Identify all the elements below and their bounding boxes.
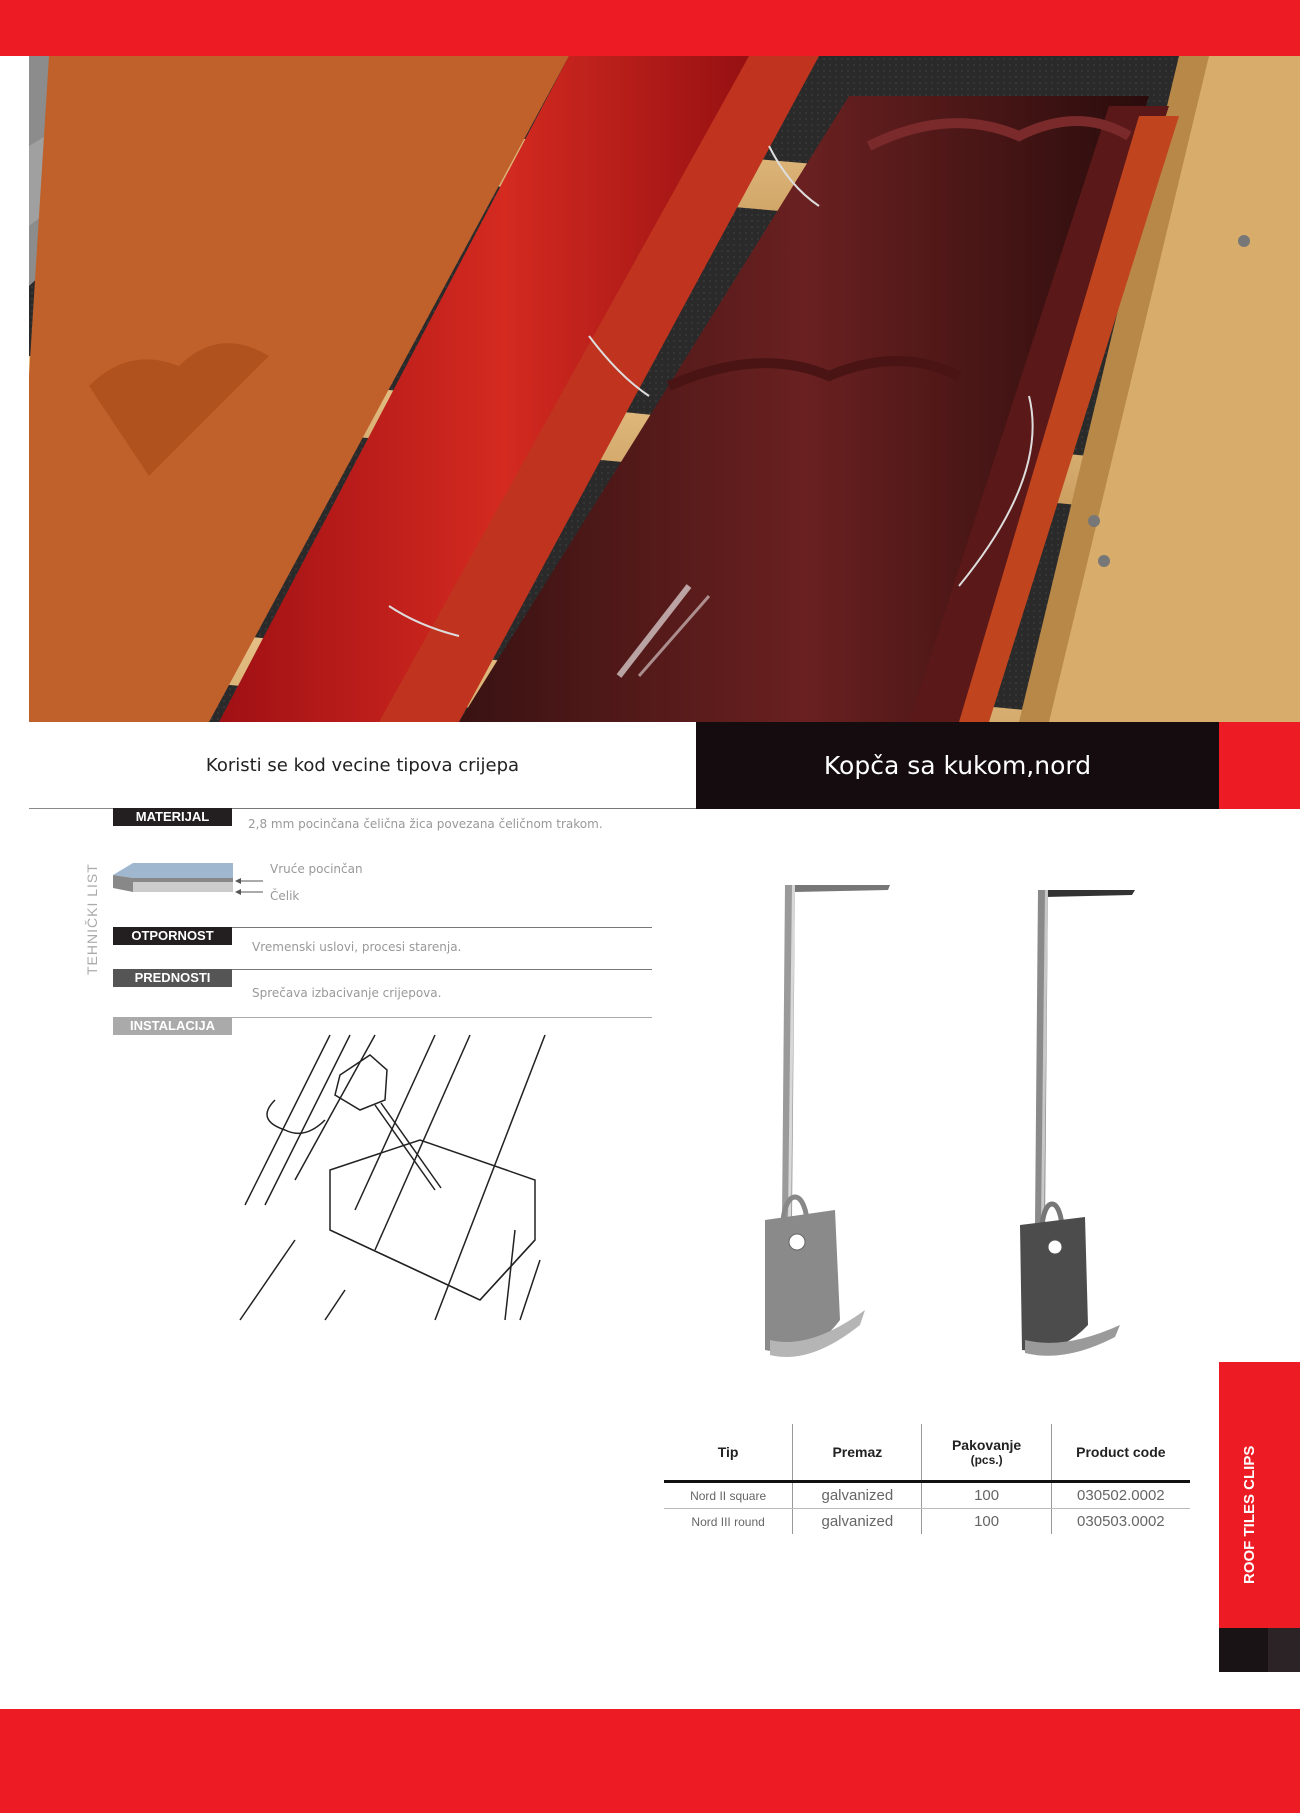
category-side-tab-label: ROOF TILES CLIPS	[1241, 1445, 1258, 1584]
hook-photo-square	[740, 880, 910, 1360]
product-title: Kopča sa kukom,nord	[696, 722, 1219, 809]
layer-top-label: Vruće pocinčan	[270, 862, 363, 876]
cell-pakovanje: 100	[922, 1482, 1051, 1509]
otpornost-value: Vremenski uslovi, procesi starenja.	[252, 940, 462, 954]
hook-photo-round	[1000, 885, 1160, 1365]
cell-pakovanje: 100	[922, 1509, 1051, 1535]
col-header-tip: Tip	[664, 1424, 793, 1482]
side-tab-footer-accent	[1268, 1628, 1300, 1672]
hero-roof-image	[29, 56, 1300, 722]
materijal-value: 2,8 mm pocinčana čelična žica povezana čeličnom trakom.	[248, 817, 603, 831]
pakovanje-label: Pakovanje	[951, 1437, 1022, 1453]
pakovanje-unit: (pcs.)	[970, 1453, 1003, 1467]
prednosti-label: PREDNOSTI	[113, 969, 232, 987]
category-side-tab	[1219, 1362, 1300, 1628]
product-subtitle: Koristi se kod vecine tipova crijepa	[29, 722, 696, 809]
divider	[232, 1017, 652, 1018]
technical-sheet-label: TEHNIČKI LIST	[84, 863, 100, 975]
title-accent-block	[1219, 722, 1300, 809]
cell-premaz: galvanized	[793, 1482, 922, 1509]
materijal-label: MATERIJAL	[113, 808, 232, 826]
product-table	[664, 1424, 1190, 1534]
cell-tip: Nord III round	[691, 1514, 765, 1529]
cell-premaz: galvanized	[793, 1509, 922, 1535]
col-header-premaz: Premaz	[793, 1424, 922, 1482]
divider	[232, 969, 652, 970]
otpornost-label: OTPORNOST	[113, 927, 232, 945]
layer-bottom-label: Čelik	[270, 889, 300, 903]
table-row	[664, 1509, 1190, 1535]
divider	[232, 927, 652, 928]
material-layer-icon	[113, 860, 273, 905]
divider	[232, 808, 696, 809]
top-brand-bar	[0, 0, 1300, 56]
bottom-brand-bar	[0, 1709, 1300, 1813]
cell-tip: Nord II square	[664, 1482, 793, 1509]
col-header-pakovanje	[922, 1424, 1051, 1482]
prednosti-value: Sprečava izbacivanje crijepova.	[252, 986, 442, 1000]
cell-code: 030502.0002	[1051, 1482, 1190, 1509]
installation-diagram	[235, 1030, 555, 1330]
col-header-product-code: Product code	[1051, 1424, 1190, 1482]
table-row	[664, 1482, 1190, 1509]
instalacija-label: INSTALACIJA	[113, 1017, 232, 1035]
cell-code: 030503.0002	[1051, 1509, 1190, 1535]
